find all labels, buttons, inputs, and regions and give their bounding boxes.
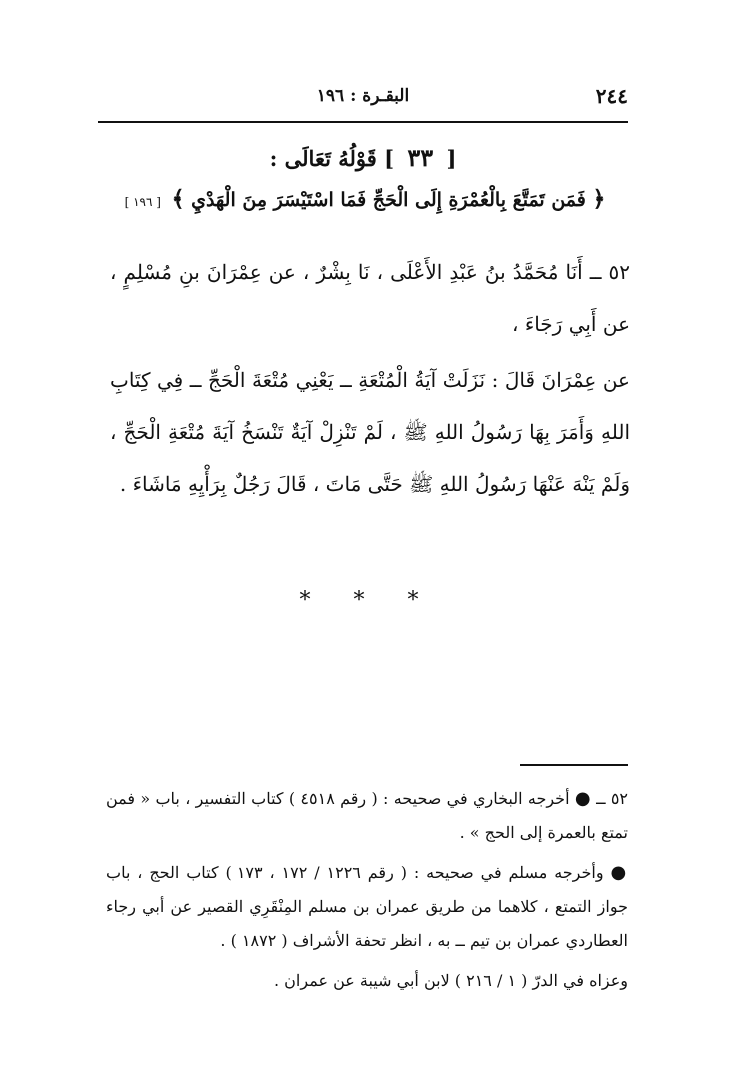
matn-text: عن عِمْرَانَ قَالَ : نَزَلَتْ آيَةُ الْمُتْعَةِ ــ يَعْنِي مُتْعَةَ الْحَجِّ ــ فِي كِتَابِ اللهِ وَأَمَرَ بِهَا رَسُولُ اللهِ ﷺ ، لَمْ تَنْزِلْ آيَةٌ تَنْسَخُ آيَةَ مُتْعَةِ الْحَجِّ ، وَلَمْ يَنْهَ عَنْهَا رَسُولُ اللهِ ﷺ حَتَّى مَاتَ ، قَالَ رَجُلٌ بِرَأْيِهِ مَاشَاءَ .: [110, 368, 630, 496]
verse-close-bracket: ﴾: [171, 186, 185, 212]
header-divider: [98, 121, 628, 123]
page-number: ٢٤٤: [595, 84, 628, 108]
verse-text: فَمَن تَمَتَّعَ بِالْعُمْرَةِ إِلَى الْحَجِّ فَمَا اسْتَيْسَرَ مِنَ الْهَدْيِ: [191, 189, 586, 211]
footnote-2: [106, 856, 628, 958]
bullet-icon: ●: [574, 788, 591, 809]
surah-reference: البقـرة : ١٩٦: [316, 86, 410, 106]
chapter-title: قَوْلُهُ تَعَالَى :: [269, 146, 377, 171]
footnote-2-text: وأخرجه مسلم في صحيحه : ( رقم ١٢٢٦ / ١٧٢ ، ١٧٣ ) كتاب الحج ، باب جواز التمتع ، كلاهما من طريق عمران بن مسلم المِنْقَرِي القصير عن أبي رجاء العطاردي عمران بن تيم ــ به ، انظر تحفة الأشراف ( ١٨٧٢ ) .: [106, 863, 628, 950]
section-separator: * * *: [299, 588, 437, 613]
footnote-3-text: وعزاه في الدرّ ( ١ / ٢١٦ ) لابن أبي شيبة عن عمران .: [274, 971, 628, 990]
footnote-1-text: أخرجه البخاري في صحيحه : ( رقم ٤٥١٨ ) كتاب التفسير ، باب « فمن تمتع بالعمرة إلى الحج » .: [106, 789, 628, 842]
quran-verse: [100, 186, 630, 212]
footnotes: [106, 782, 628, 1004]
footnote-3: [106, 964, 628, 998]
footnote-divider: [520, 764, 628, 766]
bullet-icon: ●: [610, 862, 628, 883]
hadith-matn: [110, 354, 630, 510]
running-header: [98, 84, 628, 114]
isnad-text: ٥٢ ــ أَنَا مُحَمَّدُ بنُ عَبْدِ الأَعْلَى ، نَا بِشْرٌ ، عن عِمْرَانَ بنِ مُسْلِمٍ ، عن أَبِي رَجَاءَ ،: [110, 260, 630, 336]
chapter-close-bracket: ]: [384, 146, 395, 171]
verse-reference: [ ١٩٦ ]: [124, 195, 161, 209]
footnote-1-number: ٥٢ ــ: [596, 789, 629, 808]
footnote-1: [106, 782, 628, 850]
verse-open-bracket: ﴿: [592, 186, 606, 212]
chapter-heading: [98, 143, 628, 172]
chapter-open-bracket: [: [446, 146, 457, 171]
chapter-number: ٣٣: [407, 143, 434, 172]
hadith-isnad: [110, 246, 630, 350]
